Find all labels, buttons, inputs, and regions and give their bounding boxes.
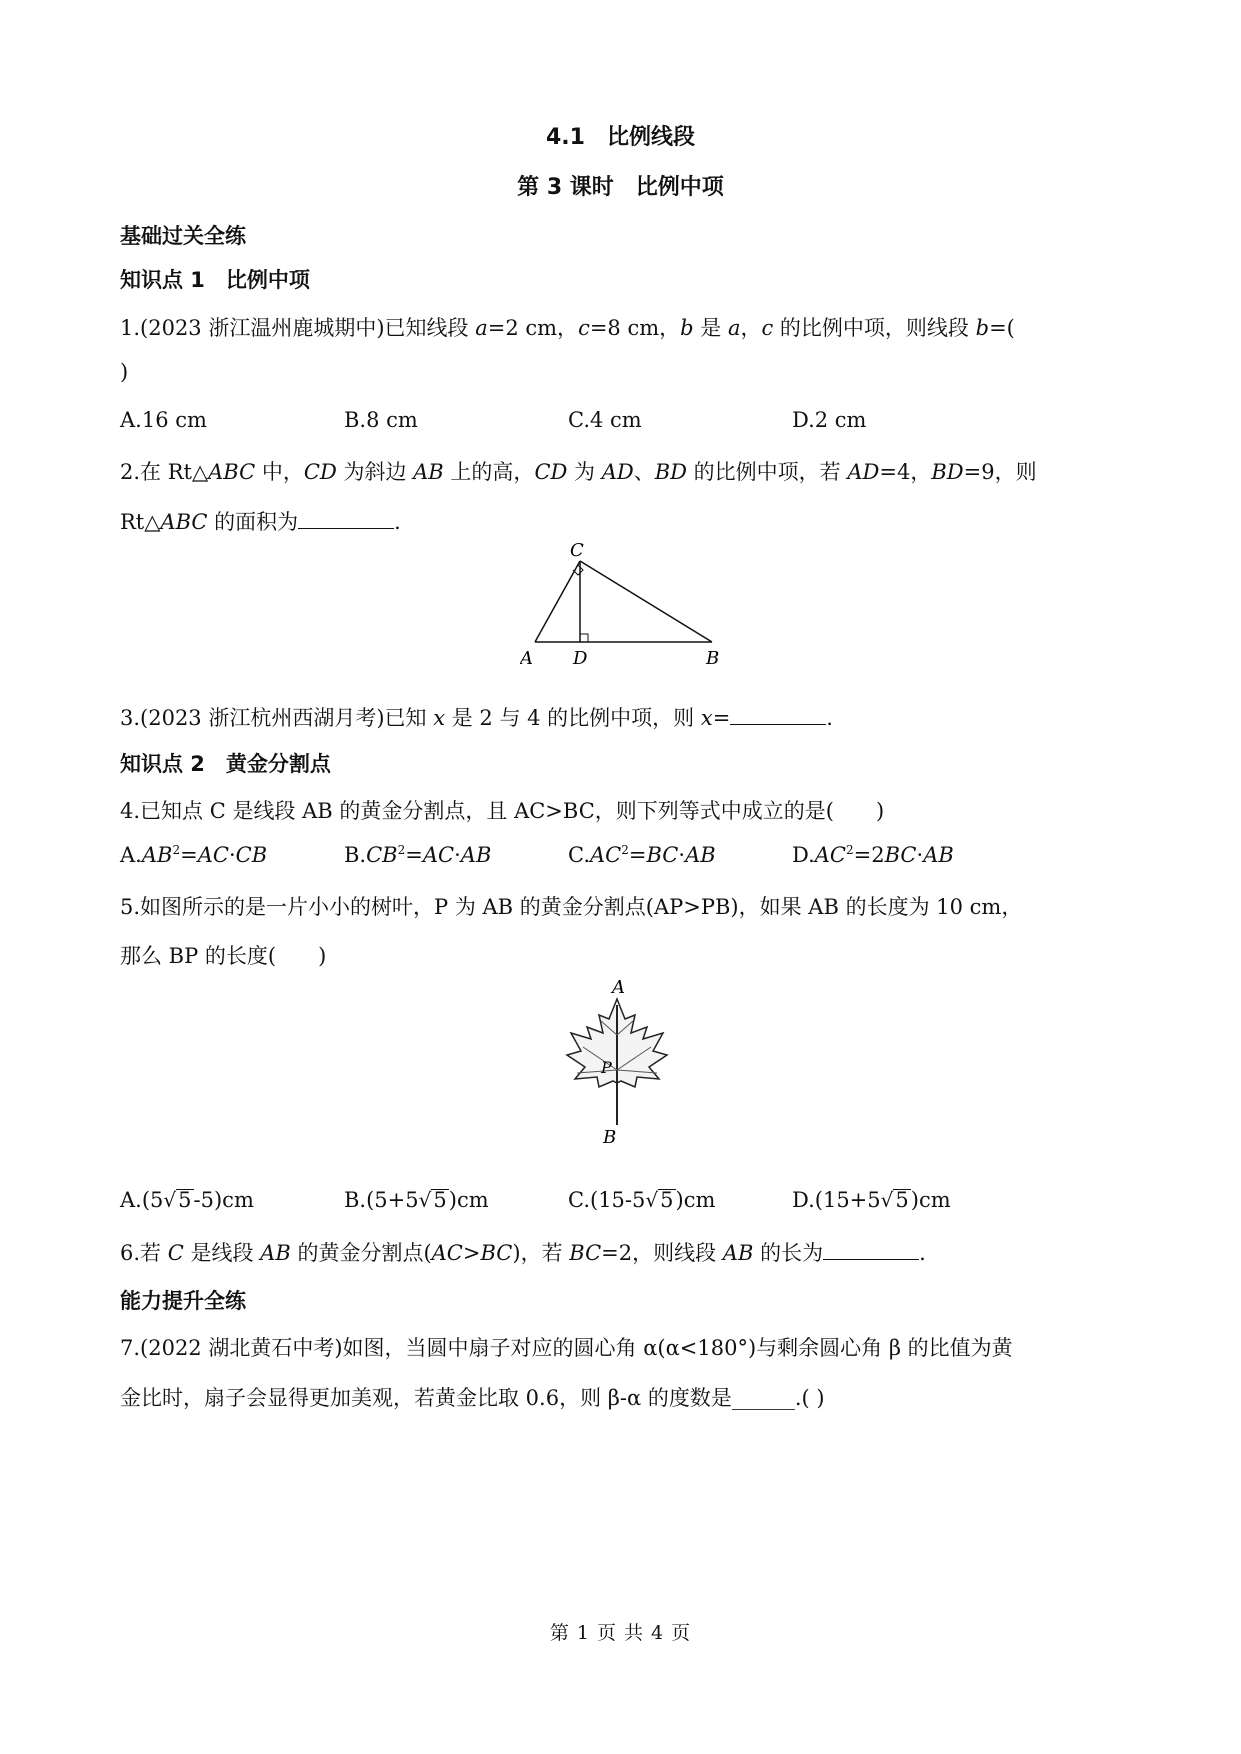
question-3: 3.(2023 浙江杭州西湖月考)已知 x 是 2 与 4 的比例中项，则 x= . [120, 706, 833, 730]
question-3-prefix: 3.(2023 浙江杭州西湖月考)已知 [120, 706, 434, 730]
label-c: C [570, 540, 584, 561]
triangle-figure [520, 540, 730, 670]
label-a: A [520, 648, 533, 669]
question-1-tail: ) [120, 360, 129, 384]
section-basic: 基础过关全练 [120, 224, 246, 248]
lesson-title: 4.1 比例线段 [546, 125, 695, 150]
question-7-line-2: 金比时，扇子会显得更加美观，若黄金比取 0.6，则 β-α 的度数是______.( ) [120, 1386, 825, 1410]
q4-option-d: $D.AC^2=2BC\cdot AB$ [792, 843, 954, 867]
section-knowledge-2: 知识点 2 黄金分割点 [120, 752, 331, 776]
q1-option-c: C.4 cm [568, 408, 642, 432]
answer-blank [730, 706, 826, 725]
answer-blank [823, 1241, 919, 1260]
question-2-line-1: 2.在 Rt△ABC 中，CD 为斜边 AB 上的高，CD 为 AD、BD 的比例中项，若 AD=4，BD=9，则 [120, 460, 1037, 484]
label-b: B [603, 1127, 617, 1148]
q5-option-b: B.(5+5√5)cm [344, 1188, 489, 1212]
q1-option-a: A.16 cm [120, 408, 207, 432]
q1-option-d: D.2 cm [792, 408, 867, 432]
question-2-line-2: Rt△ABC 的面积为 . [120, 510, 401, 534]
label-a: A [612, 977, 625, 998]
q5-option-a: A.(5√5-5)cm [120, 1188, 254, 1212]
q1-option-b: B.8 cm [344, 408, 418, 432]
q4-option-b: $B.CB^2=AC\cdot AB$ [344, 843, 492, 867]
section-knowledge-1: 知识点 1 比例中项 [120, 268, 310, 292]
label-d: D [573, 648, 588, 669]
question-6: 6.若 C 是线段 AB 的黄金分割点(AC>BC)，若 BC=2，则线段 AB 的长为 . [120, 1241, 926, 1265]
q5-option-d: D.(15+5√5)cm [792, 1188, 951, 1212]
question-1: 1.(2023 浙江温州鹿城期中)已知线段 a=2 cm，c=8 cm，b 是 a，c 的比例中项，则线段 b=( [120, 316, 1015, 340]
question-5-line-2: 那么 BP 的长度( ) [120, 944, 327, 968]
lesson-subtitle: 第 3 课时 比例中项 [517, 175, 724, 200]
section-advanced: 能力提升全练 [120, 1289, 246, 1313]
q4-option-a: $A.AB^2=AC\cdot CB$ [120, 843, 268, 867]
maple-leaf-figure [555, 975, 685, 1150]
question-2-prefix: 2.在 Rt△ [120, 460, 209, 484]
question-7-line-1: 7.(2022 湖北黄石中考)如图，当圆中扇子对应的圆心角 α(α<180°)与剩余圆心角 β 的比值为黄 [120, 1336, 1013, 1360]
question-2-tail: 的面积为 [214, 510, 299, 534]
question-5-line-1: 5.如图所示的是一片小小的树叶，P 为 AB 的黄金分割点(AP>PB)，如果 AB 的长度为 10 cm， [120, 895, 1023, 919]
label-b: B [706, 648, 720, 669]
q5-option-c: C.(15-5√5)cm [568, 1188, 716, 1212]
question-4: 4.已知点 C 是线段 AB 的黄金分割点，且 AC>BC，则下列等式中成立的是( ) [120, 799, 885, 823]
label-p: P [601, 1058, 612, 1077]
answer-blank [298, 510, 394, 529]
page-footer: 第 1 页 共 4 页 [549, 1622, 692, 1644]
question-1-prefix: 1.(2023 浙江温州鹿城期中)已知线段 [120, 316, 476, 340]
q4-option-c: $C.AC^2=BC\cdot AB$ [568, 843, 716, 867]
question-6-prefix: 6.若 [120, 1241, 168, 1265]
